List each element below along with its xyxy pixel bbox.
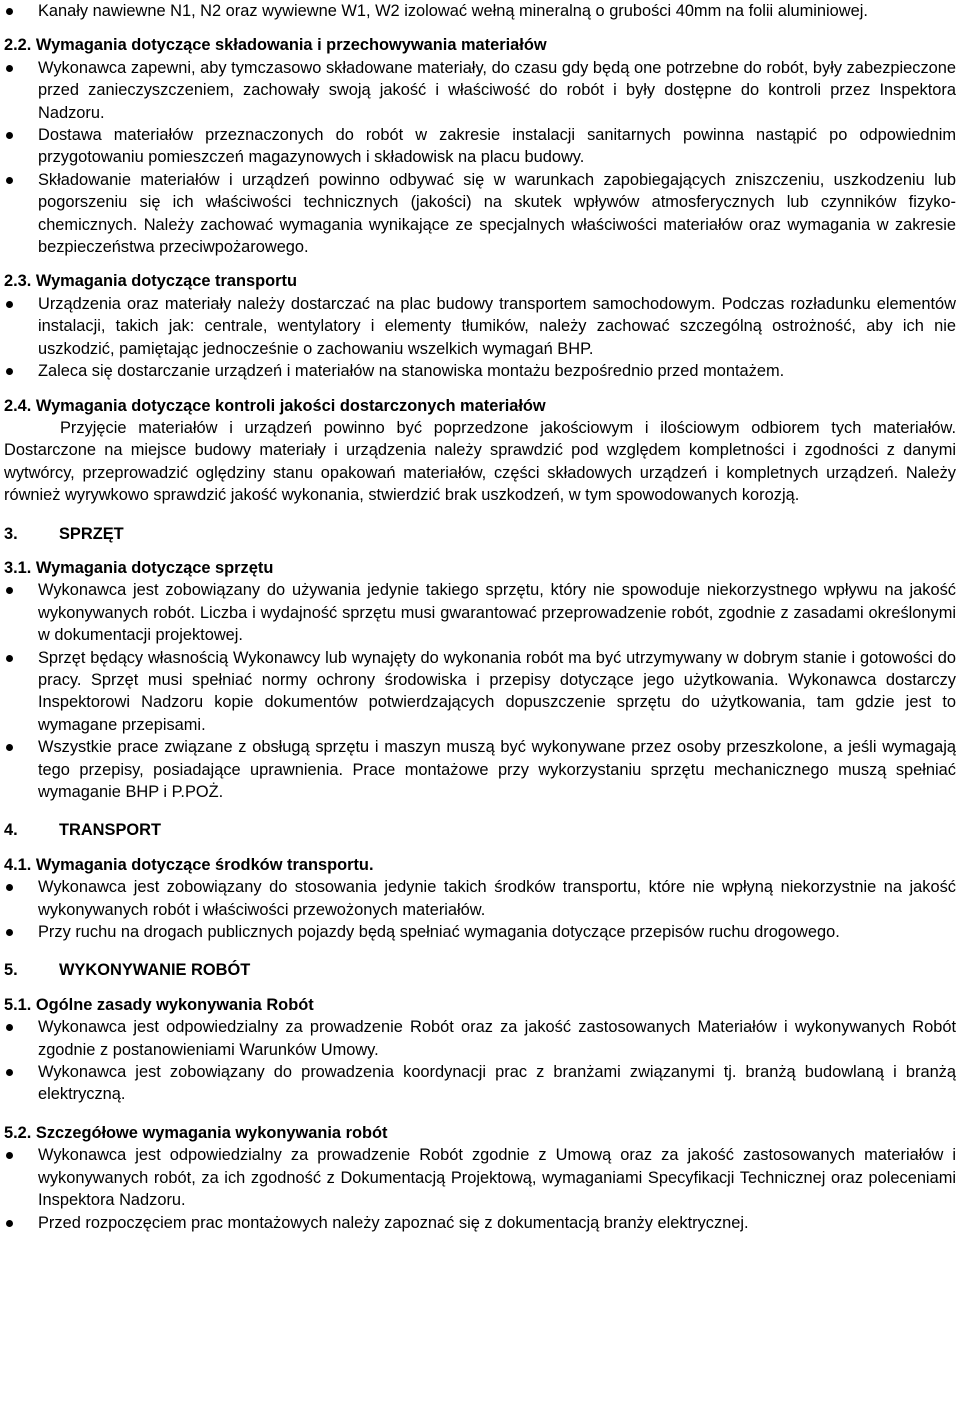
list-item-text: Zaleca się dostarczanie urządzeń i materiałów na stanowiska montażu bezpośrednio przed montażem. [38, 362, 785, 381]
chapter-number: 5. [4, 961, 18, 980]
list-item-text: Sprzęt będący własnością Wykonawcy lub wynajęty do wykonania robót ma być utrzymywany w dobrym stanie i gotowości do pracy. Sprzęt musi spełniać normy ochrony środowiska i przepisy dotyczące jego użytkowania. Wykonawca dostarczy Inspektorowi Nadzoru kopie dokumentów potwierdzających dopuszczenie sprzętu do użytkowania, tam gdzie jest to wymagane przepisami. [38, 648, 956, 734]
bullet-icon [6, 368, 13, 375]
list-item [4, 1144, 956, 1211]
list-item [4, 1061, 956, 1106]
list-item-text: Kanały nawiewne N1, N2 oraz wywiewne W1, W2 izolować wełną mineralną o grubości 40mm na folii aluminiowej. [38, 2, 868, 20]
bullet-icon [6, 8, 13, 15]
bullet-icon [6, 884, 13, 891]
list-item [4, 647, 956, 737]
list-item [4, 0, 956, 22]
list-item [4, 736, 956, 803]
list-item [4, 57, 956, 124]
list-item [4, 1016, 956, 1061]
list-item-text: Wykonawca jest zobowiązany do prowadzenia koordynacji prac z branżami związanymi tj. branżą budowlaną i branżą elektryczną. [38, 1063, 956, 1104]
bullet-icon [6, 301, 13, 308]
section-heading-5-1: 5.1. Ogólne zasady wykonywania Robót [4, 995, 314, 1014]
section-heading-5-2: 5.2. Szczegółowe wymagania wykonywania robót [4, 1123, 388, 1142]
list-item [4, 1212, 956, 1234]
bullet-icon [6, 929, 13, 936]
list-item [4, 579, 956, 646]
bullet-icon [6, 177, 13, 184]
bullet-icon [6, 587, 13, 594]
list-item-text: Wykonawca jest odpowiedzialny za prowadzenie Robót oraz za jakość zastosowanych Materiałów i wykonywanych Robót zgodnie z postanowieniami Warunków Umowy. [38, 1018, 956, 1059]
bullet-icon [6, 744, 13, 751]
bullet-icon [6, 1220, 13, 1227]
chapter-title: TRANSPORT [59, 821, 161, 840]
list-item-text: Wykonawca jest odpowiedzialny za prowadzenie Robót zgodnie z Umową oraz za jakość zastosowanych materiałów i wykonywanych robót, za ich zgodność z Dokumentacją Projektową, wymaganiami Specyfikacji Technicznej oraz poleceniami Inspektora Nadzoru. [38, 1146, 956, 1210]
list-item-text: Wykonawca jest zobowiązany do używania jedynie takiego sprzętu, który nie spowoduje niekorzystnego wpływu na jakość wykonywanych robót. Liczba i wydajność sprzętu musi gwarantować przeprowadzenie robót, zgodnie z zasadami określonymi w dokumentacji projektowej. [38, 581, 956, 645]
list-item [4, 921, 956, 943]
bullet-icon [6, 132, 13, 139]
list-item-text: Przed rozpoczęciem prac montażowych należy zapoznać się z dokumentacją branży elektrycznej. [38, 1213, 749, 1232]
section-heading-2-2: 2.2. Wymagania dotyczące składowania i przechowywania materiałów [4, 36, 547, 55]
chapter-title: WYKONYWANIE ROBÓT [59, 961, 251, 980]
list-item [4, 876, 956, 921]
list-item-text: Przy ruchu na drogach publicznych pojazdy będą spełniać wymagania dotyczące przepisów ruchu drogowego. [38, 923, 840, 942]
chapter-heading-5 [4, 959, 956, 981]
chapter-title: SPRZĘT [59, 524, 124, 543]
chapter-heading-4 [4, 819, 956, 841]
list-item [4, 169, 956, 259]
chapter-number: 4. [4, 821, 18, 840]
chapter-heading-3 [4, 523, 956, 545]
list-item-text: Wszystkie prace związane z obsługą sprzętu i maszyn muszą być wykonywane przez osoby przeszkolone, a jeśli wymagają tego przepisy, posiadające uprawnienia. Prace montażowe przy wykorzystaniu sprzętu mechanicznego muszą spełniać wymaganie BHP i P.POŻ. [38, 738, 956, 801]
section-heading-3-1: 3.1. Wymagania dotyczące sprzętu [4, 558, 274, 577]
bullet-icon [6, 1069, 13, 1076]
paragraph: Przyjęcie materiałów i urządzeń powinno być poprzedzone jakościowym i ilościowym odbiorem tych materiałów. Dostarczone na miejsce budowy materiały i urządzenia należy sprawdzić pod względem kompletności i zgodności z danymi wytwórcy, przeprowadzić oględziny stanu opakowań materiałów, części składowych urządzeń i kompletnych urządzeń. Należy również wyrywkowo sprawdzić jakość wykonania, stwierdzić brak uszkodzeń, w tym spowodowanych korozją. [4, 418, 956, 505]
bullet-icon [6, 1152, 13, 1159]
section-heading-2-4: 2.4. Wymagania dotyczące kontroli jakości dostarczonych materiałów [4, 396, 546, 415]
list-item-text: Dostawa materiałów przeznaczonych do robót w zakresie instalacji sanitarnych powinna nastąpić po odpowiednim przygotowaniu pomieszczeń magazynowych i składowisk na placu budowy. [38, 126, 956, 167]
bullet-icon [6, 655, 13, 662]
list-item [4, 293, 956, 360]
list-item-text: Wykonawca zapewni, aby tymczasowo składowane materiały, do czasu gdy będą one potrzebne do robót, były zabezpieczone przed zanieczyszczeniem, zachowały swoją jakość i właściwość do robót i były dostępne do kontroli przez Inspektora Nadzoru. [38, 58, 956, 122]
list-item-text: Wykonawca jest zobowiązany do stosowania jedynie takich środków transportu, które nie wpłyną niekorzystnie na jakość wykonywanych robót i właściwości przewożonych materiałów. [38, 878, 956, 919]
chapter-number: 3. [4, 524, 18, 543]
list-item-text: Składowanie materiałów i urządzeń powinno odbywać się w warunkach zapobiegających zniszczeniu, uszkodzeniu lub pogorszeniu się ich właściwości technicznych (jakości) na skutek wpływów atmosferycznych lub czynników fizyko-chemicznych. Należy zachować wymagania wynikające ze specjalnych właściwości materiałów oraz wymagania w zakresie bezpieczeństwa przeciwpożarowego. [38, 170, 956, 257]
bullet-icon [6, 1024, 13, 1031]
bullet-icon [6, 65, 13, 72]
section-heading-4-1: 4.1. Wymagania dotyczące środków transportu. [4, 855, 374, 874]
list-item-text: Urządzenia oraz materiały należy dostarczać na plac budowy transportem samochodowym. Podczas rozładunku elementów instalacji, takich jak: centrale, wentylatory i elementy tłumików, należy zachować szczególną ostrożność, aby ich nie uszkodzić, pamiętając jednocześnie o zachowaniu wszelkich wymagań BHP. [38, 294, 956, 358]
list-item [4, 124, 956, 169]
section-heading-2-3: 2.3. Wymagania dotyczące transportu [4, 272, 297, 291]
list-item [4, 360, 956, 382]
